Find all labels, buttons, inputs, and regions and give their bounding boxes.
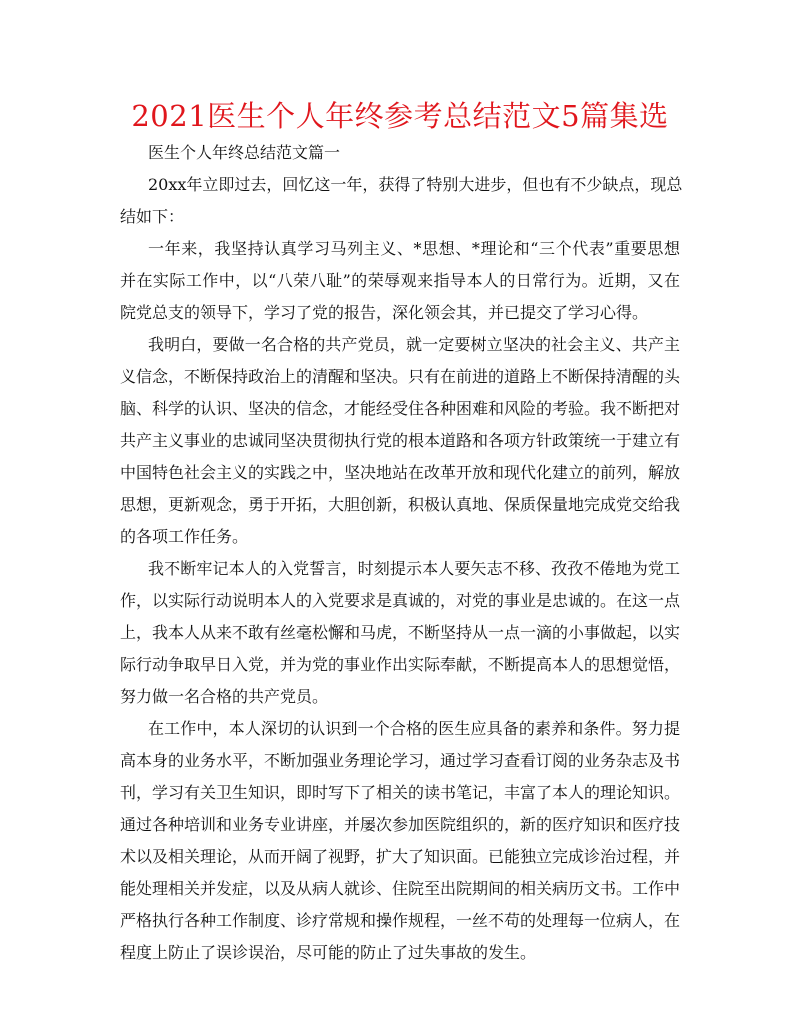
document-title: 2021医生个人年终参考总结范文5篇集选	[131, 99, 669, 133]
text-line: 际行动争取早日入党，并为党的事业作出实际奉献，不断提高本人的思想觉悟，	[120, 655, 681, 674]
text-line: 刊，学习有关卫生知识，即时写下了相关的读书笔记，丰富了本人的理论知识。	[120, 783, 681, 802]
paragraph-party-oath	[120, 553, 680, 713]
text-line: 院党总支的领导下，学习了党的报告，深化领会其，并已提交了学习心得。	[120, 303, 649, 322]
text-line: 在工作中，本人深切的认识到一个合格的医生应具备的素养和条件。努力提	[148, 719, 680, 738]
text-line: 一年来，我坚持认真学习马列主义、*思想、*理论和“三个代表”重要思想	[148, 239, 680, 258]
text-line: 义信念，不断保持政治上的清醒和坚决。只有在前进的道路上不断保持清醒的头	[120, 367, 681, 386]
text-line: 高本身的业务水平，不断加强业务理论学习，通过学习查看订阅的业务杂志及书	[120, 751, 681, 770]
text-line: 术以及相关理论，从而开阔了视野，扩大了知识面。已能独立完成诊治过程，并	[120, 847, 681, 866]
text-line: 思想，更新观念，勇于开拓，大胆创新，积极认真地、保质保量地完成党交给我	[120, 495, 681, 514]
text-line: 我不断牢记本人的入党誓言，时刻提示本人要矢志不移、孜孜不倦地为党工	[148, 559, 680, 578]
text-line: 努力做一名合格的共产党员。	[120, 687, 329, 706]
text-line: 严格执行各种工作制度、诊疗常规和操作规程，一丝不苟的处理每一位病人，在	[120, 911, 681, 930]
text-line: 中国特色社会主义的实践之中，坚决地站在改革开放和现代化建立的前列，解放	[120, 463, 681, 482]
paragraph-medical-work	[120, 713, 680, 969]
text-line: 程度上防止了误诊误治，尽可能的防止了过失事故的发生。	[120, 943, 537, 962]
section-heading: 医生个人年终总结范文篇一	[148, 143, 341, 162]
text-line: 通过各种培训和业务专业讲座，并屡次参加医院组织的，新的医疗知识和医疗技	[120, 815, 681, 834]
text-line: 20xx年立即过去，回忆这一年，获得了特别大进步，但也有不少缺点，现总	[148, 175, 683, 194]
text-line: 作，以实际行动说明本人的入党要求是真诚的，对党的事业是忠诚的。在这一点	[120, 591, 681, 610]
text-line: 上，我本人从来不敢有丝毫松懈和马虎，不断坚持从一点一滴的小事做起，以实	[120, 623, 681, 642]
text-line: 我明白，要做一名合格的共产党员，就一定要树立坚决的社会主义、共产主	[148, 335, 680, 354]
text-line: 的各项工作任务。	[120, 527, 249, 546]
text-line: 结如下：	[120, 207, 185, 226]
paragraph-political-study	[120, 233, 680, 329]
text-line: 能处理相关并发症，以及从病人就诊、住院至出院期间的相关病历文书。工作中	[120, 879, 681, 898]
paragraph-party-belief	[120, 329, 680, 553]
paragraph-summary-intro	[120, 169, 683, 233]
text-line: 共产主义事业的忠诚同坚决贯彻执行党的根本道路和各项方针政策统一于建立有	[120, 431, 681, 450]
text-line: 并在实际工作中，以“八荣八耻”的荣辱观来指导本人的日常行为。近期，又在	[120, 271, 680, 290]
document-body	[120, 137, 683, 969]
text-line: 脑、科学的认识、坚决的信念，才能经受住各种困难和风险的考验。我不断把对	[120, 399, 681, 418]
